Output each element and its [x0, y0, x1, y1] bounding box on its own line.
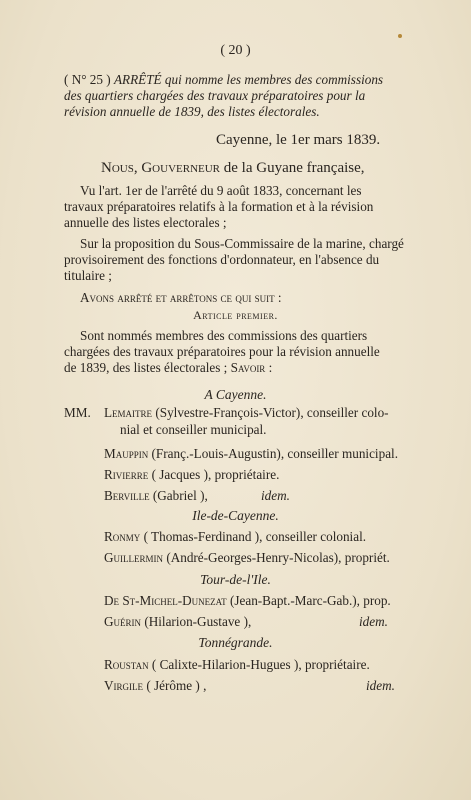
ink-spot: [398, 34, 402, 38]
section-heading-ile-de-cayenne: Ile-de-Cayenne.: [192, 508, 279, 523]
governor-line: [101, 160, 365, 177]
member-row: [104, 405, 389, 421]
sont-line2: chargées des travaux préparatoires pour la révision annuelle: [64, 344, 380, 359]
member-name: Guérin: [104, 614, 142, 629]
article-heading: Article premier.: [193, 308, 278, 322]
member-details: ( Jérôme ) ,: [143, 678, 207, 693]
section-heading-tour-de-lile: Tour-de-l'Ile.: [200, 572, 271, 587]
member-name: Mauppin: [104, 446, 149, 461]
avons-line: Avons arrêté et arrêtons ce qui suit :: [80, 290, 282, 305]
sur-line2: provisoirement des fonctions d'ordonnateur, en l'absence du: [64, 252, 380, 267]
section-heading-cayenne: A Cayenne.: [204, 387, 267, 402]
sont-line1: Sont nommés membres des commissions des quartiers: [80, 328, 368, 343]
dateline: Cayenne, le 1er mars 1839.: [216, 132, 381, 148]
member-row: [104, 614, 251, 630]
decree-title: [64, 72, 383, 120]
member-row: [104, 678, 206, 694]
member-details: (Jean-Bapt.-Marc-Gab.), prop.: [226, 593, 391, 608]
member-name: Virgile: [104, 678, 144, 693]
member-name: Guillermin: [104, 550, 164, 565]
member-row: [104, 529, 366, 545]
member-name: Roustan: [104, 657, 149, 672]
member-details: ( Thomas-Ferdinand ), conseiller colonial.: [140, 529, 367, 544]
member-name: Rivierre: [104, 467, 149, 482]
member-name: Lemaitre: [104, 405, 153, 420]
governor-sep: ,: [133, 160, 142, 176]
member-details: (Sylvestre-François-Victor), conseiller colo-: [152, 405, 389, 420]
member-details: ( Calixte-Hilarion-Hugues ), propriétaire.: [148, 657, 370, 672]
section-heading-tonnegrande: Tonnégrande.: [198, 635, 273, 650]
decree-number: ( N° 25 ): [64, 72, 111, 87]
member-row: [104, 550, 390, 566]
savoir-label: Savoir: [230, 360, 266, 375]
decree-title-line3: révision annuelle de 1839, des listes électorales.: [64, 104, 320, 119]
member-row: [104, 467, 279, 483]
governor-rest: de la Guyane française,: [220, 160, 365, 176]
vu-line1: Vu l'art. 1er de l'arrêté du 9 août 1833, concernant les: [80, 183, 362, 198]
member-details-cont: nial et conseiller municipal.: [120, 422, 267, 437]
vu-line2: travaux préparatoires relatifs à la formation et à la révision: [64, 199, 374, 214]
member-name: Ronmy: [104, 529, 141, 544]
mm-prefix: MM.: [64, 405, 91, 420]
sont-line3c: :: [265, 360, 273, 375]
member-details: (Hilarion-Gustave ),: [141, 614, 252, 629]
sont-line3: [64, 360, 272, 376]
member-details: ( Jacques ), propriétaire.: [148, 467, 280, 482]
sont-line3a: de 1839, des listes électorales ;: [64, 360, 231, 375]
member-row: [104, 657, 370, 673]
vu-line3: annuelle des listes electorales ;: [64, 215, 227, 230]
member-details: (Gabriel ),: [149, 488, 208, 503]
idem-mark: idem.: [359, 614, 388, 629]
idem-mark: idem.: [261, 488, 290, 503]
governor-nous: Nous: [101, 160, 134, 176]
member-details: (André-Georges-Henry-Nicolas), propriét.: [163, 550, 390, 565]
page-number: ( 20 ): [220, 43, 251, 58]
governor-title: Gouverneur: [141, 160, 221, 176]
member-details: (Franç.-Louis-Augustin), conseiller municipal.: [148, 446, 399, 461]
idem-mark: idem.: [366, 678, 395, 693]
decree-title-line1: ARRÊTÉ qui nomme les membres des commissions: [113, 72, 384, 87]
decree-title-line2: des quartiers chargées des travaux préparatoires pour la: [64, 88, 366, 103]
member-row: [104, 488, 208, 504]
sur-line3: titulaire ;: [64, 268, 112, 283]
member-name: De St-Michel-Dunezat: [104, 593, 227, 608]
member-name: Berville: [104, 488, 150, 503]
sur-line1: Sur la proposition du Sous-Commissaire de la marine, chargé: [80, 236, 404, 251]
member-row: [104, 446, 398, 462]
member-row: [104, 593, 391, 609]
